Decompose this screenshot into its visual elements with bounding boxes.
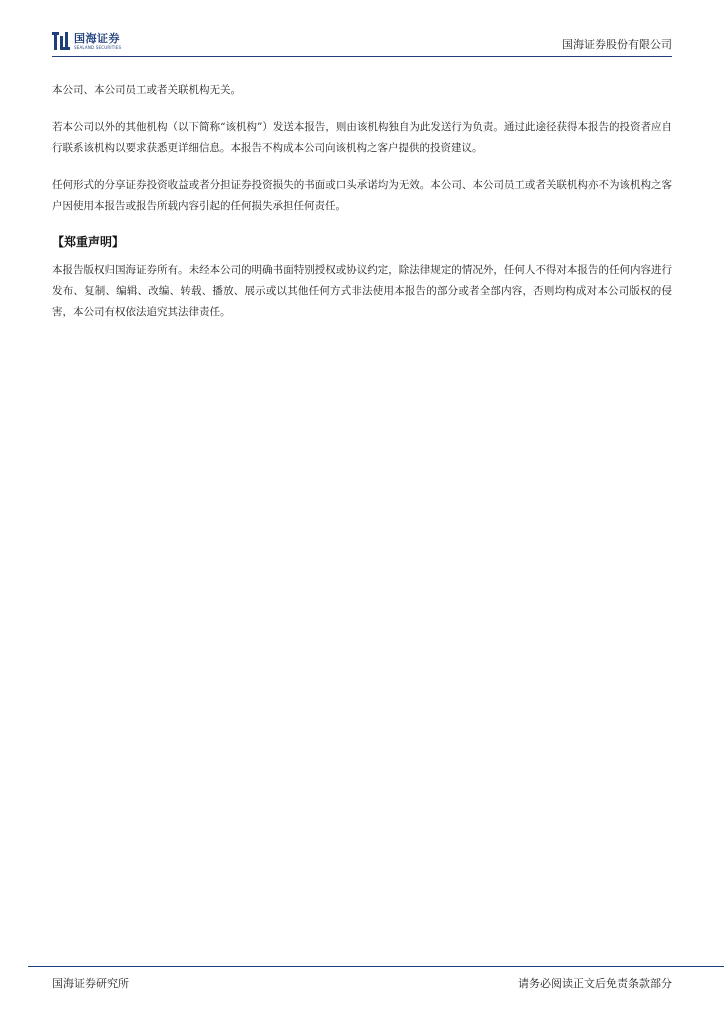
logo-mark-icon	[52, 32, 70, 50]
logo-subtext: SEALAND SECURITIES	[74, 44, 122, 50]
paragraph-3: 任何形式的分享证券投资收益或者分担证券投资损失的书面或口头承诺均为无效。本公司、本公司员工或者关联机构亦不为该机构之客户因使用本报告或报告所载内容引起的任何损失承担任何责任。	[52, 179, 672, 212]
footer-divider	[28, 966, 724, 967]
header-company-name: 国海证券股份有限公司	[562, 38, 672, 51]
page-header	[52, 28, 672, 57]
paragraph-2: 若本公司以外的其他机构（以下简称“该机构”）发送本报告，则由该机构独自为此发送行为负责。通过此途径获得本报告的投资者应自行联系该机构以要求获悉更详细信息。本报告不构成本公司向该机构之客户提供的投资建议。	[52, 121, 672, 154]
section-title-declaration: 【郑重声明】	[52, 235, 125, 249]
footer-disclaimer-note: 请务必阅读正文后免责条款部分	[518, 977, 672, 990]
logo-text: 国海证券	[74, 31, 120, 45]
footer-institute: 国海证券研究所	[52, 977, 129, 990]
document-body	[52, 80, 672, 339]
company-logo	[52, 30, 121, 52]
paragraph-1: 本公司、本公司员工或者关联机构无关。	[52, 84, 241, 96]
paragraph-declaration: 本报告版权归国海证券所有。未经本公司的明确书面特别授权或协议约定，除法律规定的情况外，任何人不得对本报告的任何内容进行发布、复制、编辑、改编、转载、播放、展示或以其他任何方式非法使用本报告的部分或者全部内容，否则均构成对本公司版权的侵害，本公司有权依法追究其法律责任。	[52, 264, 672, 318]
